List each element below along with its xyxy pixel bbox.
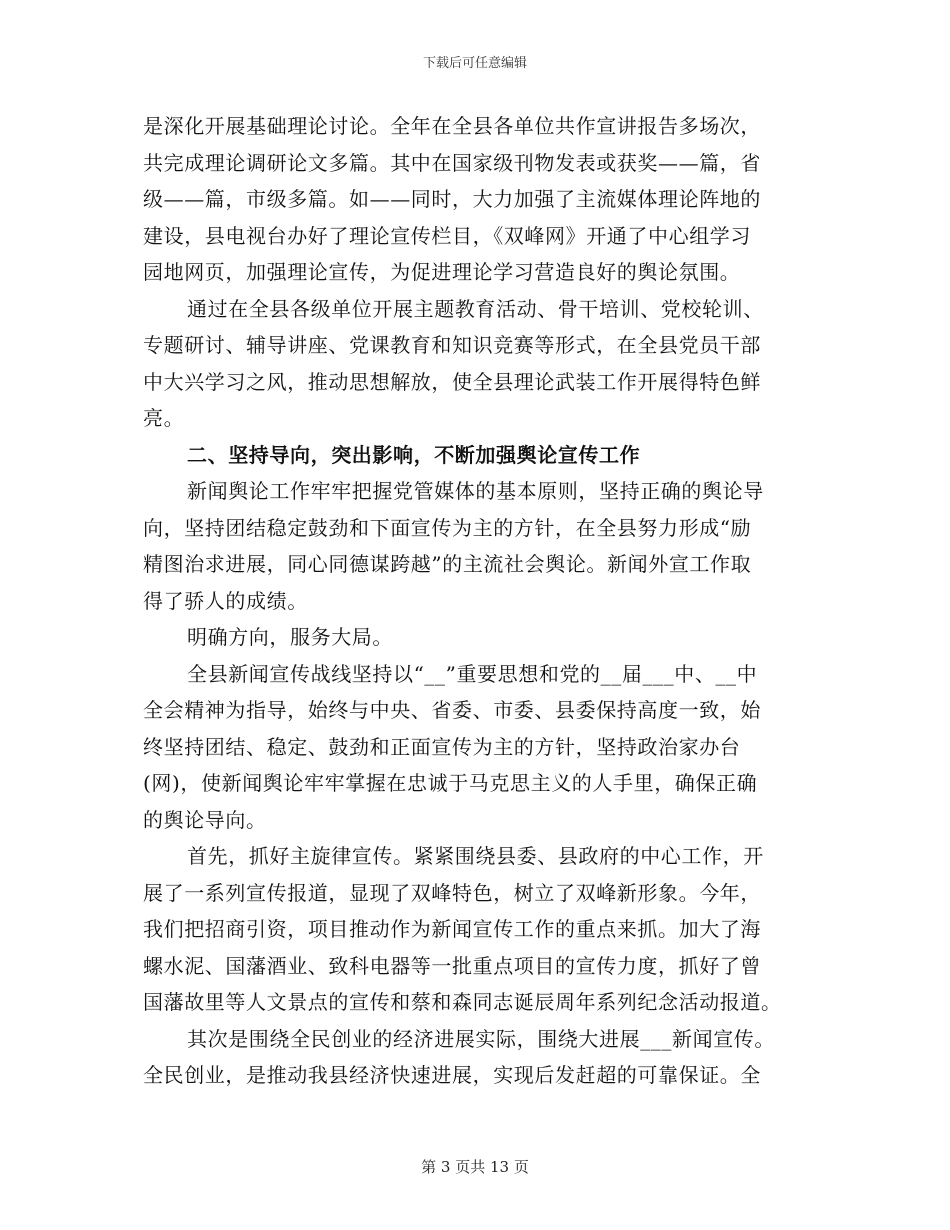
text-line: 精图治求进展，同心同德谋跨越”的主流社会舆论。新闻外宣工作取 (143, 552, 752, 576)
text-line: 全会精神为指导，始终与中央、省委、市委、县委保持高度一致，始 (143, 698, 761, 722)
document-body (143, 108, 815, 1094)
text-line: 全县新闻宣传战线坚持以“__”重要思想和党的__届___中、__中 (187, 661, 758, 686)
text-line: 其次是围绕全民创业的经济进展实际，围绕大进展___新闻宣传。 (187, 1026, 775, 1051)
text-line: 亮。 (143, 406, 185, 430)
text-line: 园地网页，加强理论宣传，为促进理论学习营造良好的舆论氛围。 (143, 260, 741, 284)
text-line: 通过在全县各级单位开展主题教育活动、骨干培训、党校轮训、 (187, 296, 764, 321)
text-line: 建设，县电视台办好了理论宣传栏目，《双峰网》开通了中心组学习 (143, 223, 751, 248)
section-heading: 二、坚持导向，突出影响，不断加强舆论宣传工作 (187, 442, 641, 467)
page-footer: 第 3 页共 13 页 (421, 1158, 529, 1176)
text-line: 专题研讨、辅导讲座、党课教育和知识竞赛等形式，在全县党员干部 (143, 333, 761, 357)
text-line: 我们把招商引资，项目推动作为新闻宣传工作的重点来抓。加大了海 (143, 917, 761, 941)
text-line: 是深化开展基础理论讨论。全年在全县各单位共作宣讲报告多场次， (143, 114, 761, 138)
text-line: 终坚持团结、稳定、鼓劲和正面宣传为主的方针，坚持政治家办台 (143, 734, 741, 759)
page-header: 下载后可任意编辑 (422, 56, 527, 71)
text-line: 明确方向，服务大局。 (187, 625, 393, 649)
text-line: 得了骄人的成绩。 (143, 588, 308, 613)
text-line: 的舆论导向。 (143, 807, 267, 832)
text-line: 展了一系列宣传报道，显现了双峰特色，树立了双峰新形象。今年， (143, 880, 761, 905)
text-line: 中大兴学习之风，推动思想解放，使全县理论武装工作开展得特色鲜 (143, 369, 761, 394)
text-line: 螺水泥、国藩酒业、致科电器等一批重点项目的宣传力度，抓好了曾 (143, 953, 761, 978)
text-line: 国藩故里等人文景点的宣传和蔡和森同志诞辰周年系列纪念活动报道。 (143, 990, 782, 1014)
text-line: 新闻舆论工作牢牢把握党管媒体的基本原则，坚持正确的舆论导 (187, 479, 764, 503)
text-line: 全民创业，是推动我县经济快速进展，实现后发赶超的可靠保证。全 (143, 1063, 761, 1087)
text-line: 级——篇，市级多篇。如——同时，大力加强了主流媒体理论阵地的 (143, 187, 761, 211)
text-line: 共完成理论调研论文多篇。其中在国家级刊物发表或获奖——篇，省 (143, 150, 761, 175)
text-line: 向，坚持团结稳定鼓劲和下面宣传为主的方针，在全县努力形成“励 (143, 515, 752, 540)
text-line: 首先，抓好主旋律宣传。紧紧围绕县委、县政府的中心工作，开 (187, 844, 764, 868)
text-line: (网)，使新闻舆论牢牢掌握在忠诚于马克思主义的人手里，确保正确 (143, 771, 758, 795)
